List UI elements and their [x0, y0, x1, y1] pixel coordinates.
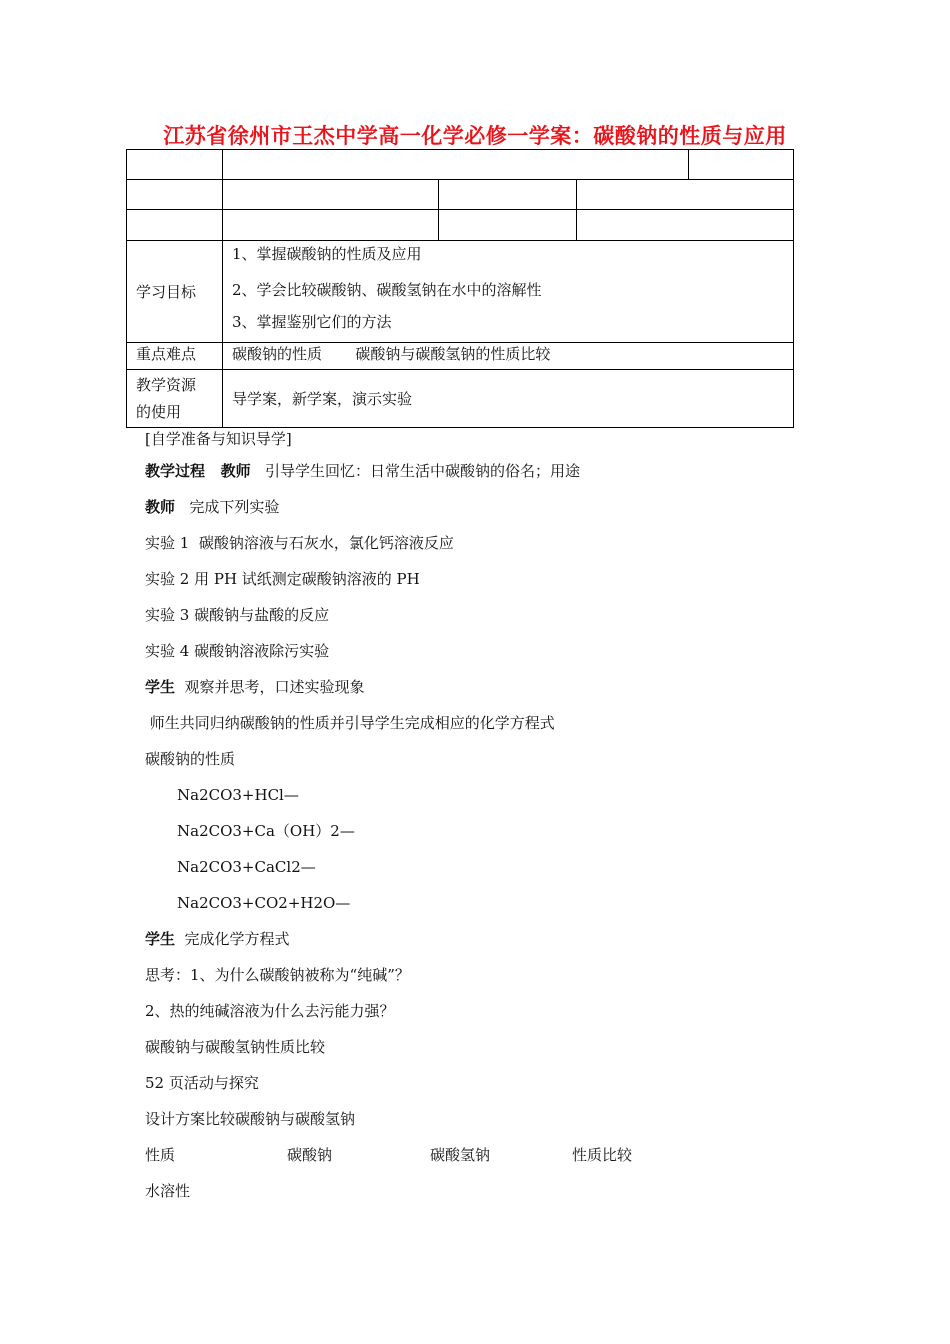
goal-item: 2、学会比较碳酸钠、碳酸氢钠在水中的溶解性 [232, 281, 542, 299]
resource-value: 导学案，新学案，演示实验 [223, 370, 794, 428]
key-value: 碳酸钠的性质 碳酸钠与碳酸氢钠的性质比较 [223, 343, 794, 370]
table-cell [439, 210, 577, 241]
think-question-1: 思考：1、为什么碳酸钠被称为“纯碱”？ [145, 966, 410, 984]
equation-1: Na2CO3+HCl— [177, 786, 299, 804]
table-cell [127, 210, 223, 241]
table-row [127, 241, 794, 343]
table-cell [223, 150, 689, 180]
experiment-4: 实验 4 碳酸钠溶液除污实验 [145, 642, 330, 660]
student-text: 观察并思考，口述实验现象 [175, 678, 365, 696]
lesson-info-table [126, 149, 794, 428]
equation-3: Na2CO3+CaCl2— [177, 858, 316, 876]
table-cell [223, 180, 439, 210]
table-cell [689, 150, 794, 180]
goals-cell [223, 241, 794, 343]
table-row [127, 150, 794, 180]
key-label: 重点难点 [127, 343, 223, 370]
design-line: 设计方案比较碳酸钠与碳酸氢钠 [145, 1110, 356, 1128]
table-cell [223, 210, 439, 241]
table-cell [439, 180, 577, 210]
compare-col-compare: 性质比较 [572, 1146, 633, 1164]
goal-item: 1、掌握碳酸钠的性质及应用 [232, 245, 422, 263]
experiment-2: 实验 2 用 PH 试纸测定碳酸钠溶液的 PH [145, 570, 420, 588]
teacher-text: 完成下列实验 [175, 498, 280, 516]
compare-col-property: 性质 [145, 1146, 176, 1164]
process-line [145, 462, 580, 480]
teacher-line [145, 498, 279, 516]
student-text: 完成化学方程式 [175, 930, 290, 948]
compare-row-solubility: 水溶性 [145, 1182, 191, 1200]
experiment-1: 实验 1 碳酸钠溶液与石灰水，氯化钙溶液反应 [145, 534, 454, 552]
process-label: 教学过程 教师 [145, 462, 251, 480]
resource-label-line: 的使用 [136, 402, 182, 421]
section-header: [自学准备与知识导学] [145, 430, 292, 448]
table-cell [127, 180, 223, 210]
table-row [127, 180, 794, 210]
student-label: 学生 [145, 678, 176, 696]
properties-heading: 碳酸钠的性质 [145, 750, 236, 768]
process-text: 引导学生回忆：日常生活中碳酸钠的俗名；用途 [250, 462, 580, 480]
summary-line: 师生共同归纳碳酸钠的性质并引导学生完成相应的化学方程式 [145, 714, 555, 732]
resource-label-line: 教学资源 [136, 375, 197, 394]
page-activity: 52 页活动与探究 [145, 1074, 259, 1092]
think-question-2: 2、热的纯碱溶液为什么去污能力强？ [145, 1002, 395, 1020]
teacher-label: 教师 [145, 498, 176, 516]
table-row [127, 370, 794, 428]
equation-2: Na2CO3+Ca（OH）2— [177, 822, 355, 840]
goal-item: 3、掌握鉴别它们的方法 [232, 313, 392, 331]
table-row [127, 343, 794, 370]
compare-col-nahco3: 碳酸氢钠 [430, 1146, 491, 1164]
table-cell [127, 150, 223, 180]
student-line [145, 678, 365, 696]
experiment-3: 实验 3 碳酸钠与盐酸的反应 [145, 606, 330, 624]
resource-label [127, 370, 223, 428]
goals-label: 学习目标 [127, 241, 223, 343]
page-title: 江苏省徐州市王杰中学高一化学必修一学案：碳酸钠的性质与应用 [163, 124, 787, 148]
table-row [127, 210, 794, 241]
student-line-2 [145, 930, 290, 948]
equation-4: Na2CO3+CO2+H2O— [177, 894, 351, 912]
student-label: 学生 [145, 930, 176, 948]
table-cell [577, 180, 794, 210]
compare-heading: 碳酸钠与碳酸氢钠性质比较 [145, 1038, 326, 1056]
table-cell [577, 210, 794, 241]
compare-col-na2co3: 碳酸钠 [287, 1146, 333, 1164]
